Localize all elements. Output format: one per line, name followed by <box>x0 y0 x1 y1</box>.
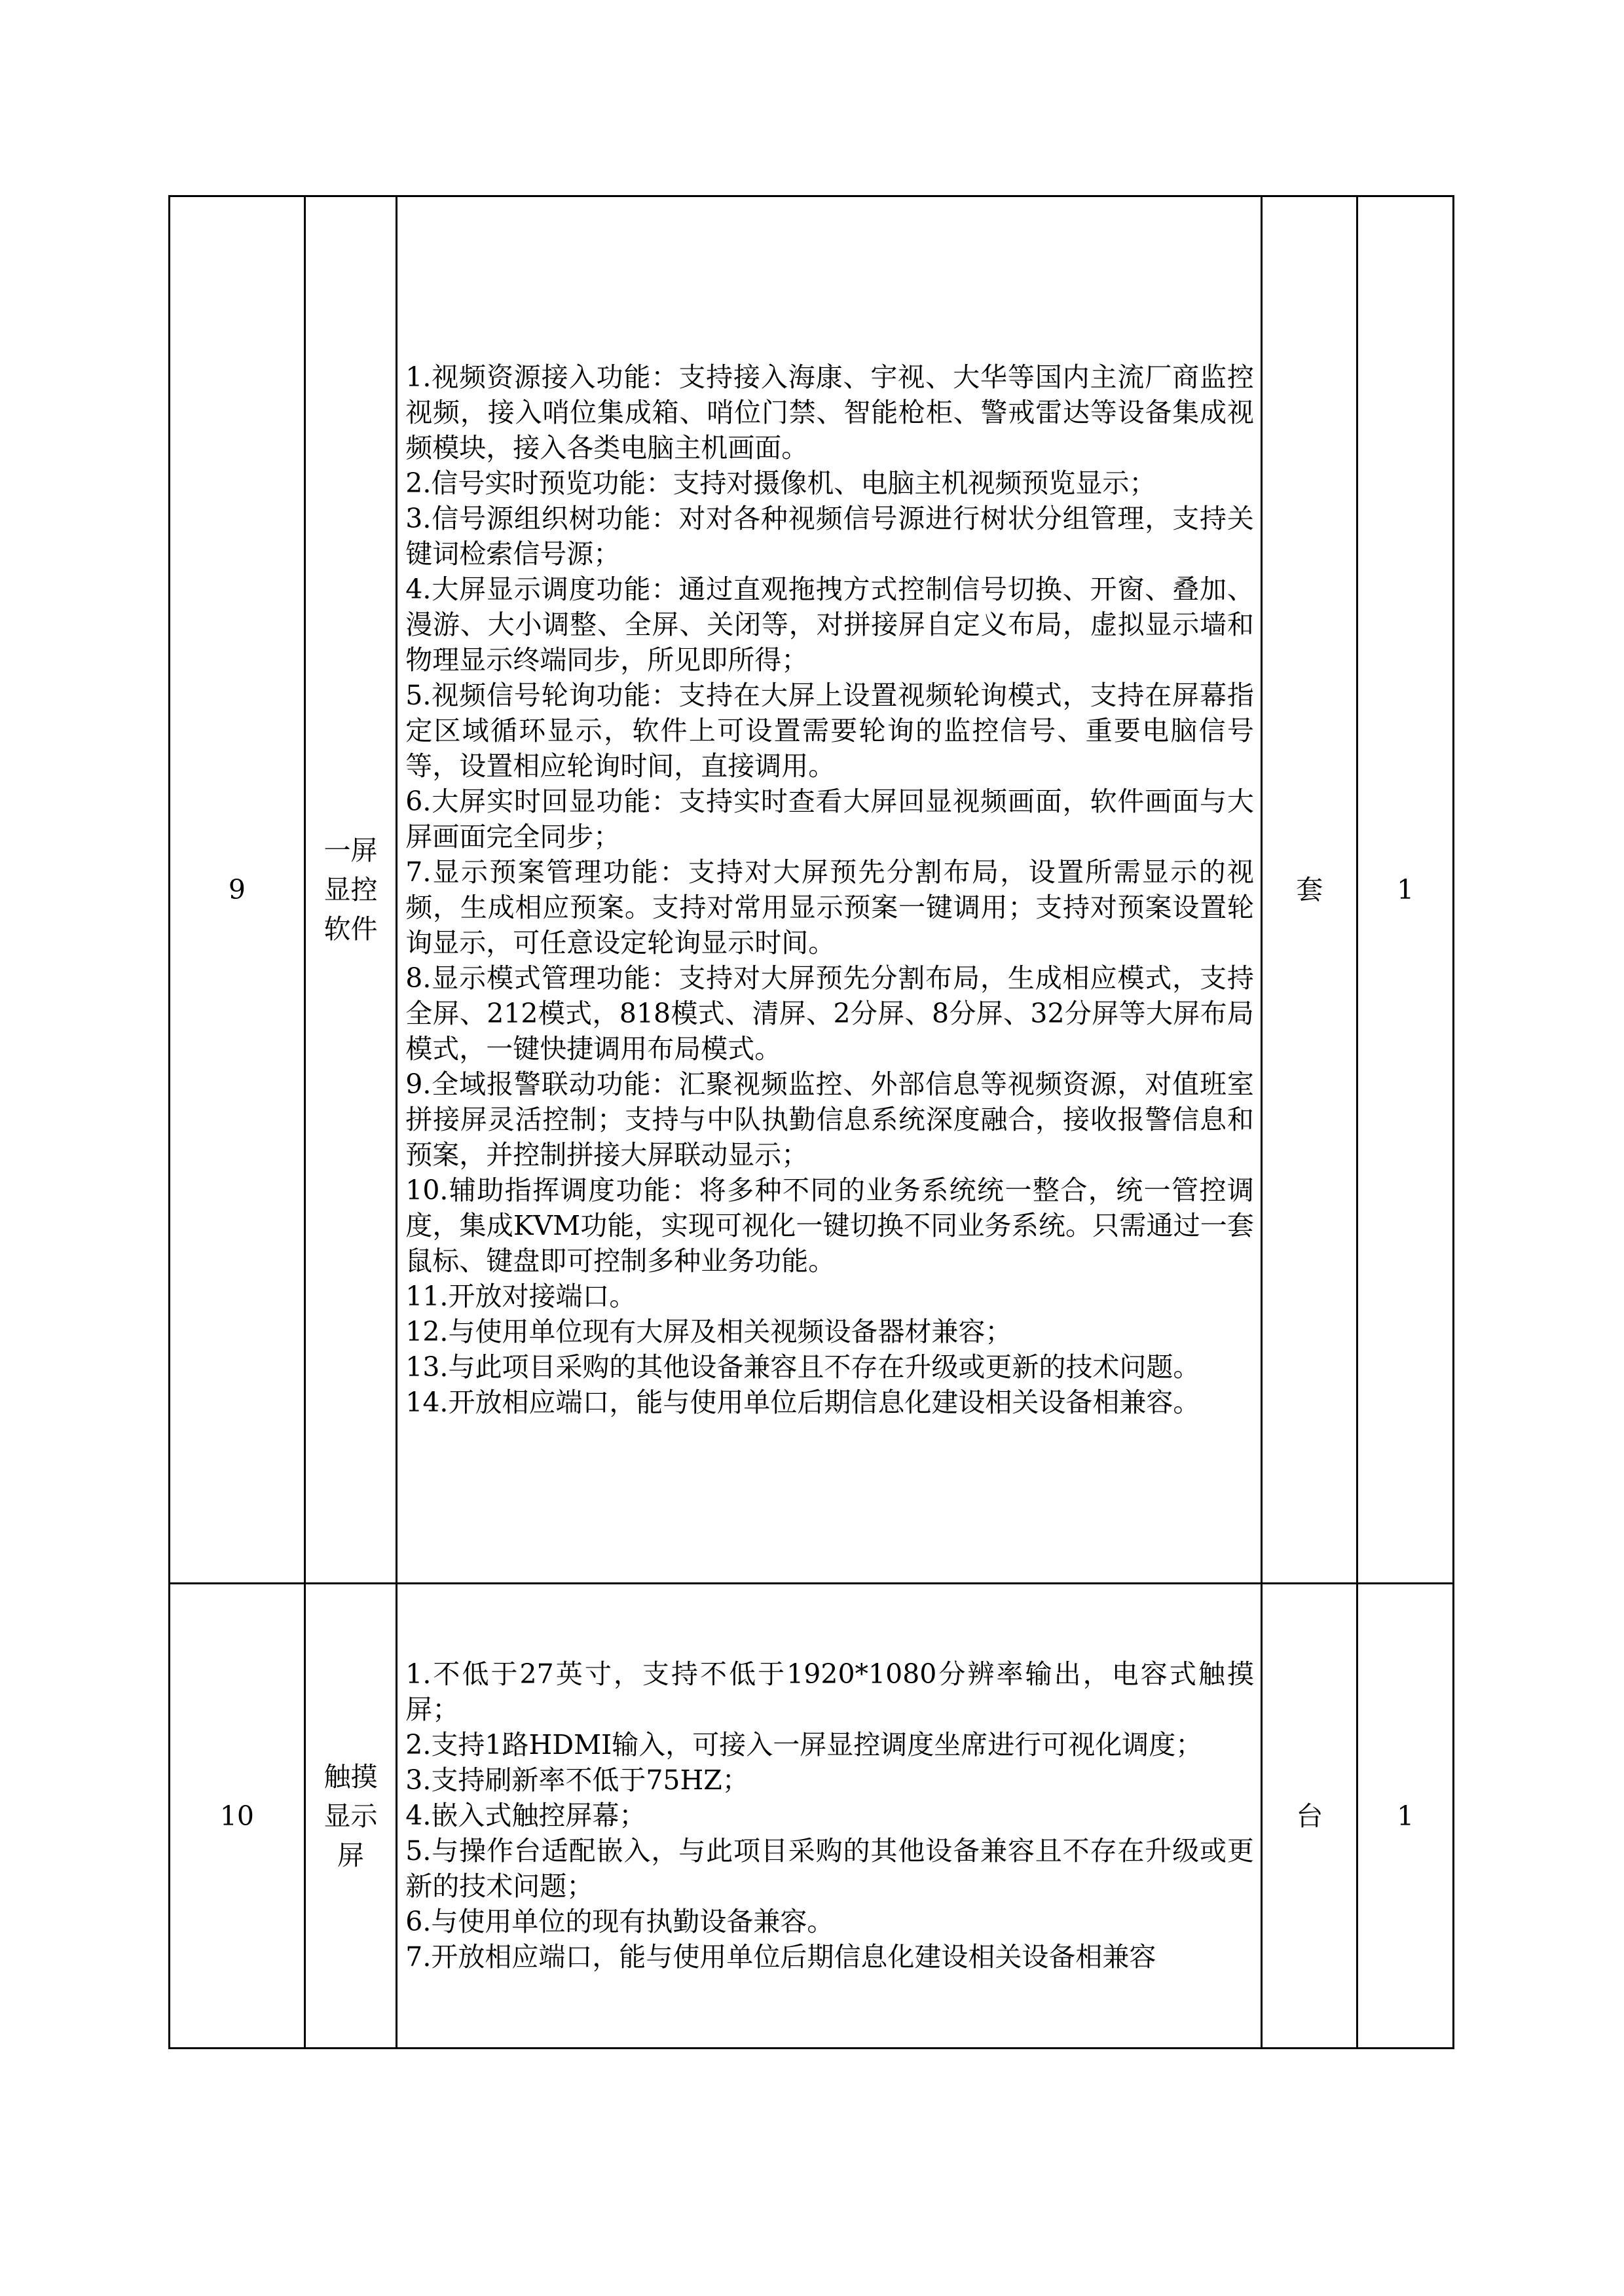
item-unit-cell: 台 <box>1261 1584 1357 2049</box>
spec-line: 2.信号实时预览功能：支持对摄像机、电脑主机视频预览显示； <box>405 467 1156 499</box>
spec-line: 5.视频信号轮询功能：支持在大屏上设置视频轮询模式，支持在屏幕指定区域循环显示，软件上可设置需要轮询的监控信号、重要电脑信号等，设置相应轮询时间，直接调用。 <box>405 679 1254 782</box>
item-number-cell: 10 <box>170 1584 305 2049</box>
item-name: 触摸显示屏 <box>323 1760 378 1871</box>
equipment-spec-table <box>168 195 1454 2049</box>
item-spec-cell <box>397 196 1262 1584</box>
spec-line: 7.显示预案管理功能：支持对大屏预先分割布局，设置所需显示的视频，生成相应预案。支持对常用显示预案一键调用；支持对预案设置轮询显示，可任意设定轮询显示时间。 <box>405 856 1254 958</box>
item-name: 一屏显控软件 <box>323 835 378 945</box>
spec-line: 6.与使用单位的现有执勤设备兼容。 <box>405 1906 834 1937</box>
spec-line: 3.信号源组织树功能：对对各种视频信号源进行树状分组管理，支持关键词检索信号源； <box>405 502 1254 570</box>
spec-line: 4.嵌入式触控屏幕； <box>405 1800 646 1831</box>
spec-line: 14.开放相应端口，能与使用单位后期信息化建设相关设备相兼容。 <box>405 1386 1200 1418</box>
item-quantity-cell: 1 <box>1357 1584 1454 2049</box>
table-body <box>170 196 1454 2049</box>
spec-line: 8.显示模式管理功能：支持对大屏预先分割布局，生成相应模式，支持全屏、212模式，818模式、清屏、2分屏、8分屏、32分屏等大屏布局模式，一键快捷调用布局模式。 <box>405 962 1254 1065</box>
spec-line: 13.与此项目采购的其他设备兼容且不存在升级或更新的技术问题。 <box>405 1351 1200 1383</box>
item-name-cell <box>304 1584 397 2049</box>
spec-line: 1.不低于27英寸，支持不低于1920*1080分辨率输出，电容式触摸屏； <box>405 1658 1254 1725</box>
spec-line: 7.开放相应端口，能与使用单位后期信息化建设相关设备相兼容 <box>405 1941 1156 1973</box>
spec-line: 12.与使用单位现有大屏及相关视频设备器材兼容； <box>405 1315 1012 1347</box>
spec-line: 6.大屏实时回显功能：支持实时查看大屏回显视频画面，软件画面与大屏画面完全同步； <box>405 785 1254 852</box>
spec-line: 5.与操作台适配嵌入，与此项目采购的其他设备兼容且不存在升级或更新的技术问题； <box>405 1835 1254 1902</box>
spec-line: 3.支持刷新率不低于75HZ； <box>405 1764 749 1796</box>
item-quantity-cell: 1 <box>1357 196 1454 1584</box>
spec-line: 4.大屏显示调度功能：通过直观拖拽方式控制信号切换、开窗、叠加、漫游、大小调整、全屏、关闭等，对拼接屏自定义布局，虚拟显示墙和物理显示终端同步，所见即所得； <box>405 573 1254 676</box>
table-row <box>170 1584 1454 2049</box>
spec-line: 11.开放对接端口。 <box>405 1280 637 1312</box>
spec-line: 10.辅助指挥调度功能：将多种不同的业务系统统一整合，统一管控调度，集成KVM功能，实现可视化一键切换不同业务系统。只需通过一套鼠标、键盘即可控制多种业务功能。 <box>405 1174 1254 1277</box>
item-unit-cell: 套 <box>1261 196 1357 1584</box>
item-number-cell: 9 <box>170 196 305 1584</box>
spec-line: 2.支持1路HDMI输入，可接入一屏显控调度坐席进行可视化调度； <box>405 1729 1203 1760</box>
spec-line: 9.全域报警联动功能：汇聚视频监控、外部信息等视频资源，对值班室拼接屏灵活控制；支持与中队执勤信息系统深度融合，接收报警信息和预案，并控制拼接大屏联动显示； <box>405 1068 1254 1171</box>
item-name-cell <box>304 196 397 1584</box>
spec-line: 1.视频资源接入功能：支持接入海康、宇视、大华等国内主流厂商监控视频，接入哨位集成箱、哨位门禁、智能枪柜、警戒雷达等设备集成视频模块，接入各类电脑主机画面。 <box>405 361 1254 464</box>
item-spec-cell <box>397 1584 1262 2049</box>
table-row <box>170 196 1454 1584</box>
